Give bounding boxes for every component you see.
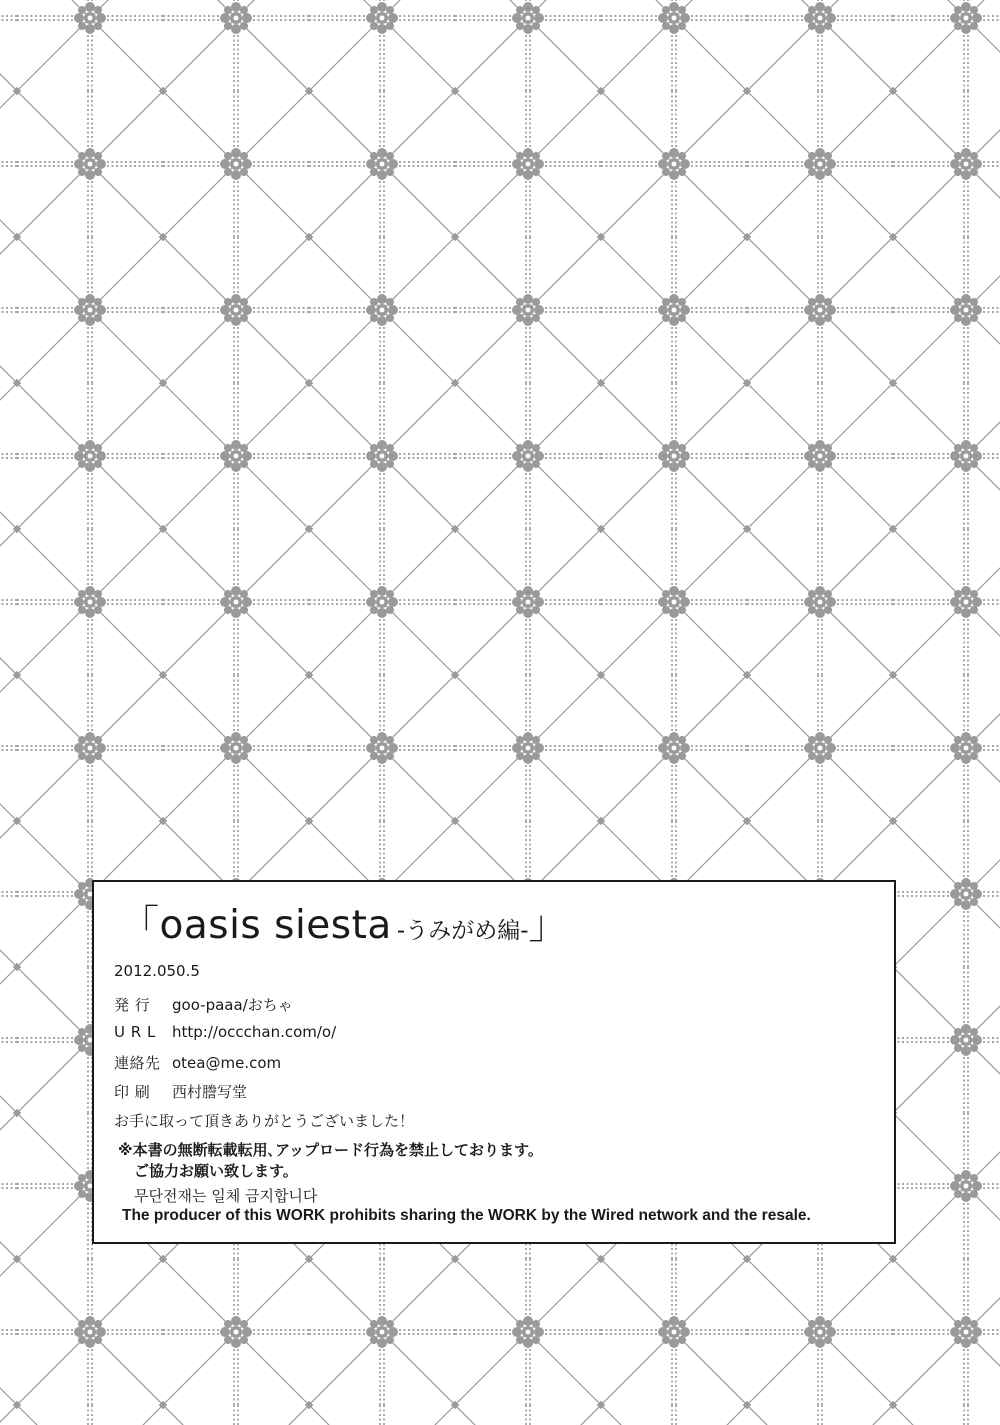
subtitle-text: -うみがめ編-	[396, 918, 529, 944]
publish-date: 2012.050.5	[114, 962, 200, 980]
colophon-box	[92, 880, 896, 1244]
url-line	[114, 1023, 336, 1041]
printer-label: 印 刷	[114, 1083, 151, 1101]
title-text: oasis siesta	[159, 903, 392, 948]
contact-label: 連絡先	[114, 1054, 161, 1072]
thanks-line: お手に取って頂きありがとうございました！	[114, 1112, 415, 1130]
url-value: http://occchan.com/o/	[172, 1023, 337, 1041]
notice-japanese-2: ご協力お願い致します。	[134, 1162, 298, 1180]
notice-japanese-1: ※本書の無断転載転用､アップロード行為を禁止しております。	[118, 1141, 543, 1159]
notice-korean: 무단전재는 일체 금지합니다	[134, 1187, 318, 1205]
printer-line	[114, 1081, 247, 1102]
contact-value: otea@me.com	[172, 1054, 282, 1072]
title-open-bracket: 「	[120, 903, 160, 948]
title-row	[120, 894, 568, 950]
title-close-bracket: 」	[528, 903, 569, 948]
contact-line	[114, 1052, 281, 1073]
url-label: U R L	[114, 1023, 156, 1041]
publisher-label: 発 行	[114, 996, 151, 1014]
date-line	[114, 962, 200, 980]
publisher-line	[114, 994, 293, 1015]
notice-english: The producer of this WORK prohibits sharing the WORK by the Wired network and the resale.	[122, 1207, 811, 1224]
publisher-value: goo-paaa/おちゃ	[172, 996, 293, 1014]
printer-value: 西村謄写堂	[172, 1083, 248, 1101]
